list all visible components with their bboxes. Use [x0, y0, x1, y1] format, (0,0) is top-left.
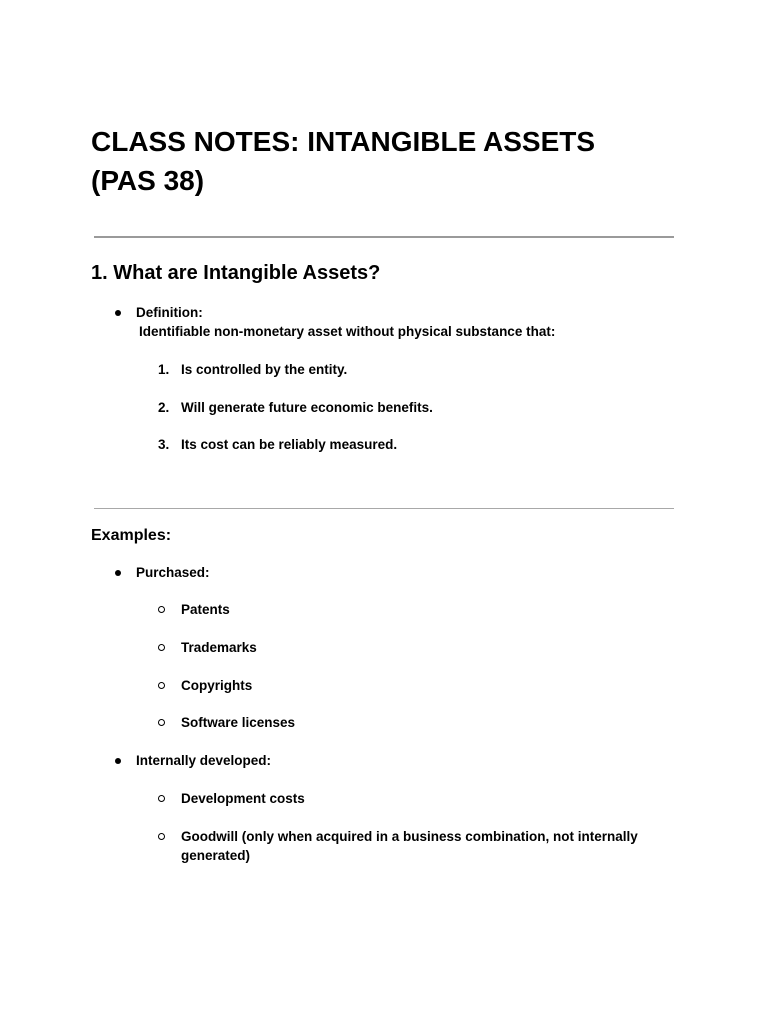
internal-label: Internally developed:	[136, 753, 272, 768]
criteria-number: 1.	[158, 362, 170, 377]
hollow-bullet-icon	[158, 644, 165, 651]
hollow-bullet-icon	[158, 795, 165, 802]
criteria-item: Its cost can be reliably measured.	[181, 437, 398, 452]
list-item: Trademarks	[181, 640, 257, 655]
criteria-item: Will generate future economic benefits.	[181, 400, 433, 415]
hollow-bullet-icon	[158, 606, 165, 613]
criteria-number: 2.	[158, 400, 170, 415]
bullet-icon	[115, 310, 121, 316]
list-item: Goodwill (only when acquired in a business combination, not internally generated)	[181, 829, 638, 863]
divider-middle	[94, 508, 674, 509]
criteria-number: 3.	[158, 437, 170, 452]
list-item: Development costs	[181, 791, 305, 806]
section-heading-intangible-assets: 1. What are Intangible Assets?	[91, 262, 381, 284]
list-item: Patents	[181, 602, 230, 617]
hollow-bullet-icon	[158, 682, 165, 689]
criteria-item: Is controlled by the entity.	[181, 362, 348, 377]
list-item: Software licenses	[181, 715, 296, 730]
definition-label: Definition:	[136, 305, 203, 320]
hollow-bullet-icon	[158, 833, 165, 840]
purchased-label: Purchased:	[136, 565, 210, 580]
definition-text: Identifiable non-monetary asset without physical substance that:	[139, 324, 556, 339]
bullet-icon	[115, 758, 121, 764]
examples-heading: Examples:	[91, 527, 172, 544]
title-line-2: (PAS 38)	[91, 165, 205, 196]
title-line-1: CLASS NOTES: INTANGIBLE ASSETS	[91, 126, 596, 157]
list-item: Copyrights	[181, 678, 253, 693]
hollow-bullet-icon	[158, 719, 165, 726]
bullet-icon	[115, 570, 121, 576]
divider-top	[94, 236, 674, 238]
page-title	[91, 122, 691, 200]
